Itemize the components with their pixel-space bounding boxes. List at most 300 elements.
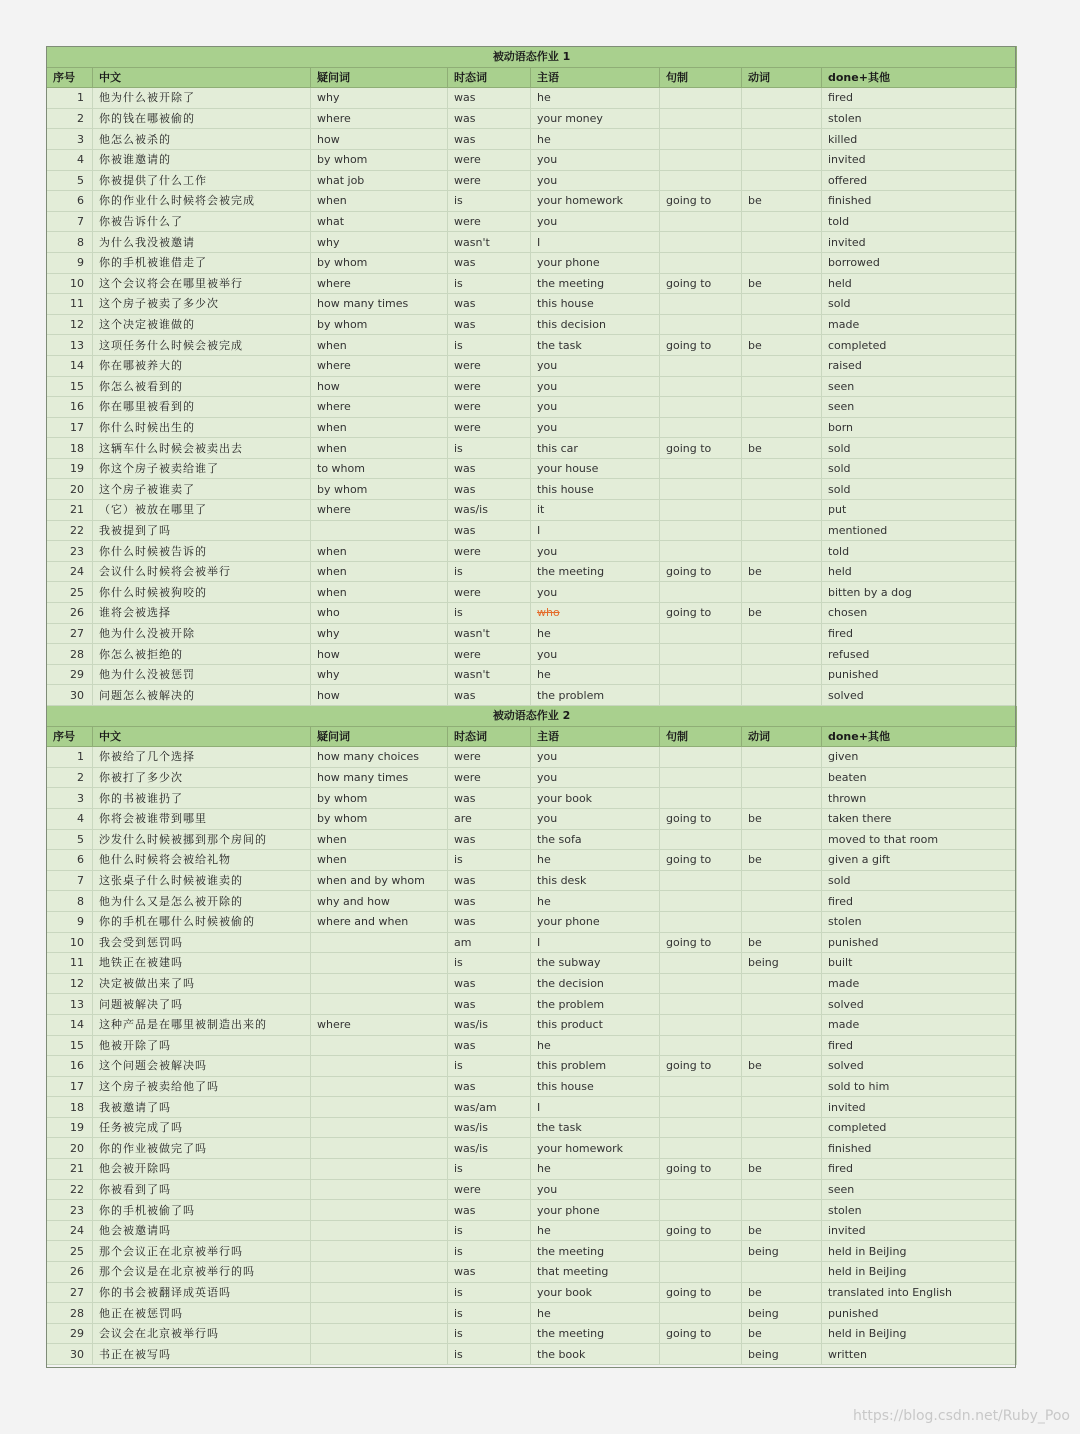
table-cell: your phone <box>531 1200 660 1221</box>
table-cell: are <box>448 808 531 829</box>
table-cell: going to <box>660 603 742 624</box>
table-cell: were <box>448 1179 531 1200</box>
table-cell <box>660 1262 742 1283</box>
table-cell: was <box>448 994 531 1015</box>
table-cell: you <box>531 417 660 438</box>
table-cell <box>311 1076 448 1097</box>
table-cell <box>311 1241 448 1262</box>
table-cell: 23 <box>47 1200 93 1221</box>
table-cell <box>311 973 448 994</box>
table-cell <box>311 932 448 953</box>
table-cell: when <box>311 335 448 356</box>
table-cell: when <box>311 850 448 871</box>
table-cell: 28 <box>47 1303 93 1324</box>
table-cell: 这种产品是在哪里被制造出来的 <box>93 1014 311 1035</box>
table-cell: was <box>448 294 531 315</box>
table-cell <box>660 870 742 891</box>
table-cell: I <box>531 932 660 953</box>
table-cell: this house <box>531 294 660 315</box>
table-row <box>47 664 1017 685</box>
table-cell: 你在哪被养大的 <box>93 355 311 376</box>
table-cell <box>660 788 742 809</box>
table-cell: you <box>531 644 660 665</box>
table-cell: is <box>448 1344 531 1365</box>
table-row <box>47 417 1017 438</box>
table-cell: sold <box>822 294 1017 315</box>
table-cell <box>660 891 742 912</box>
table-cell: solved <box>822 994 1017 1015</box>
table-cell: 25 <box>47 582 93 603</box>
table-cell: is <box>448 1056 531 1077</box>
table-cell: punished <box>822 932 1017 953</box>
table-cell: 2 <box>47 767 93 788</box>
table-cell: invited <box>822 232 1017 253</box>
table-cell: you <box>531 767 660 788</box>
table-cell: were <box>448 767 531 788</box>
table-cell <box>311 1159 448 1180</box>
table-cell: were <box>448 644 531 665</box>
table-cell <box>742 417 822 438</box>
table-cell <box>742 685 822 706</box>
table-cell: 他为什么又是怎么被开除的 <box>93 891 311 912</box>
table-cell: be <box>742 850 822 871</box>
table-cell: going to <box>660 1282 742 1303</box>
table-row <box>47 1200 1017 1221</box>
table-cell: was/is <box>448 1014 531 1035</box>
table-cell: told <box>822 211 1017 232</box>
table-cell <box>660 397 742 418</box>
table-cell <box>660 973 742 994</box>
table-cell: 你什么时候被狗咬的 <box>93 582 311 603</box>
table-cell <box>742 1179 822 1200</box>
table-cell: 13 <box>47 335 93 356</box>
table-cell <box>660 1076 742 1097</box>
table-cell <box>742 397 822 418</box>
table-cell <box>742 747 822 768</box>
table-row <box>47 1262 1017 1283</box>
table-cell: how <box>311 644 448 665</box>
table-cell: when <box>311 829 448 850</box>
table-cell: 3 <box>47 129 93 150</box>
table-cell: were <box>448 149 531 170</box>
table-cell: stolen <box>822 1200 1017 1221</box>
table-cell <box>660 994 742 1015</box>
table-cell: your homework <box>531 1138 660 1159</box>
column-header: 主语 <box>531 67 660 88</box>
table-cell <box>742 355 822 376</box>
table-cell: 决定被做出来了吗 <box>93 973 311 994</box>
table-cell: going to <box>660 438 742 459</box>
table-cell: going to <box>660 1159 742 1180</box>
table-row <box>47 108 1017 129</box>
table-cell: 26 <box>47 603 93 624</box>
table-cell <box>742 479 822 500</box>
table-cell: 这个房子被卖了多少次 <box>93 294 311 315</box>
table-cell <box>660 355 742 376</box>
table-row <box>47 1097 1017 1118</box>
table-cell <box>311 1200 448 1221</box>
table-cell: borrowed <box>822 252 1017 273</box>
table-cell <box>742 664 822 685</box>
table-cell: 为什么我没被邀请 <box>93 232 311 253</box>
table-cell: 他什么时候将会被给礼物 <box>93 850 311 871</box>
table-cell: where <box>311 1014 448 1035</box>
table-cell: the meeting <box>531 1323 660 1344</box>
table-cell: fired <box>822 623 1017 644</box>
header-row <box>47 726 1017 747</box>
table-cell: 17 <box>47 1076 93 1097</box>
table-cell: I <box>531 232 660 253</box>
table-cell <box>742 1117 822 1138</box>
table-cell: 2 <box>47 108 93 129</box>
table-cell: 会议什么时候将会被举行 <box>93 561 311 582</box>
table-cell <box>742 108 822 129</box>
table-cell: 他会被邀请吗 <box>93 1220 311 1241</box>
table-cell: the task <box>531 1117 660 1138</box>
table-cell: 那个会议正在北京被举行吗 <box>93 1241 311 1262</box>
table-cell: be <box>742 1220 822 1241</box>
table-cell <box>660 644 742 665</box>
table-cell: 地铁正在被建吗 <box>93 953 311 974</box>
table-cell <box>742 582 822 603</box>
table-cell: was <box>448 829 531 850</box>
table-cell: is <box>448 438 531 459</box>
table-row <box>47 232 1017 253</box>
table-cell: 1 <box>47 747 93 768</box>
table-cell: finished <box>822 191 1017 212</box>
table-cell: is <box>448 561 531 582</box>
table-cell: （它）被放在哪里了 <box>93 500 311 521</box>
table-cell: 11 <box>47 953 93 974</box>
column-header: 动词 <box>742 67 822 88</box>
header-row <box>47 67 1017 88</box>
table-row <box>47 211 1017 232</box>
table-cell: your book <box>531 1282 660 1303</box>
table-cell: your book <box>531 788 660 809</box>
table-cell <box>660 1014 742 1035</box>
table-cell: was <box>448 1035 531 1056</box>
table-cell: 问题怎么被解决的 <box>93 685 311 706</box>
table-cell <box>660 541 742 562</box>
table-cell: 14 <box>47 355 93 376</box>
table-row <box>47 479 1017 500</box>
table-cell <box>311 1282 448 1303</box>
table-cell <box>660 664 742 685</box>
table-cell: where <box>311 355 448 376</box>
table-row <box>47 973 1017 994</box>
table-cell: were <box>448 211 531 232</box>
table-cell: he <box>531 850 660 871</box>
table-cell: was <box>448 788 531 809</box>
table-cell <box>742 891 822 912</box>
table-cell: you <box>531 397 660 418</box>
table-cell: invited <box>822 1097 1017 1118</box>
table-cell: you <box>531 582 660 603</box>
table-cell <box>311 1035 448 1056</box>
table-cell: 24 <box>47 1220 93 1241</box>
table-cell: he <box>531 891 660 912</box>
table-cell: this decision <box>531 314 660 335</box>
column-header: 时态词 <box>448 67 531 88</box>
column-header: done+其他 <box>822 726 1017 747</box>
table-cell: offered <box>822 170 1017 191</box>
table-cell <box>742 458 822 479</box>
table-cell: 你的书会被翻译成英语吗 <box>93 1282 311 1303</box>
table-cell: 我被邀请了吗 <box>93 1097 311 1118</box>
table-cell: your homework <box>531 191 660 212</box>
table-cell: was <box>448 252 531 273</box>
table-cell: 3 <box>47 788 93 809</box>
table-cell: 4 <box>47 808 93 829</box>
table-cell <box>660 88 742 109</box>
table-row <box>47 994 1017 1015</box>
table-cell: wasn't <box>448 623 531 644</box>
table-cell: be <box>742 561 822 582</box>
table-cell: by whom <box>311 479 448 500</box>
table-cell: be <box>742 1323 822 1344</box>
table-cell <box>660 1303 742 1324</box>
table-cell <box>742 644 822 665</box>
table-cell: held <box>822 273 1017 294</box>
table-cell: was <box>448 479 531 500</box>
table-cell: fired <box>822 1035 1017 1056</box>
table-cell: 5 <box>47 170 93 191</box>
table-cell: refused <box>822 644 1017 665</box>
table-cell <box>742 1097 822 1118</box>
table-cell: by whom <box>311 788 448 809</box>
section-title-row <box>47 47 1017 68</box>
table-cell: is <box>448 1220 531 1241</box>
table-row <box>47 1303 1017 1324</box>
table-cell: the decision <box>531 973 660 994</box>
table-cell: your phone <box>531 911 660 932</box>
table-cell: 你在哪里被看到的 <box>93 397 311 418</box>
table-cell: 18 <box>47 438 93 459</box>
table-cell <box>742 376 822 397</box>
table-cell: 8 <box>47 891 93 912</box>
table-cell: the subway <box>531 953 660 974</box>
table-cell: is <box>448 191 531 212</box>
table-cell: 你什么时候出生的 <box>93 417 311 438</box>
table-cell: sold to him <box>822 1076 1017 1097</box>
table-cell: 5 <box>47 829 93 850</box>
table-cell: why <box>311 232 448 253</box>
table-cell: what <box>311 211 448 232</box>
table-row <box>47 520 1017 541</box>
table-cell: who <box>311 603 448 624</box>
table-row <box>47 582 1017 603</box>
table-cell: he <box>531 1303 660 1324</box>
table-cell <box>742 252 822 273</box>
table-cell: you <box>531 149 660 170</box>
table-cell <box>742 1262 822 1283</box>
table-cell: held in BeiJing <box>822 1262 1017 1283</box>
section-title-row <box>47 706 1017 727</box>
table-cell: you <box>531 376 660 397</box>
sheet-body <box>47 47 1017 1365</box>
table-cell: punished <box>822 1303 1017 1324</box>
table-row <box>47 500 1017 521</box>
table-cell <box>660 129 742 150</box>
table-cell: seen <box>822 376 1017 397</box>
table-cell <box>742 232 822 253</box>
table-cell: 他为什么被开除了 <box>93 88 311 109</box>
column-header: 句制 <box>660 67 742 88</box>
table-cell: 1 <box>47 88 93 109</box>
table-cell: 他正在被惩罚吗 <box>93 1303 311 1324</box>
table-cell: 15 <box>47 1035 93 1056</box>
table-cell <box>660 911 742 932</box>
table-cell <box>311 1097 448 1118</box>
table-cell: seen <box>822 397 1017 418</box>
table-row <box>47 1138 1017 1159</box>
table-cell: be <box>742 273 822 294</box>
table-cell: 你这个房子被卖给谁了 <box>93 458 311 479</box>
table-row <box>47 273 1017 294</box>
table-cell: the problem <box>531 685 660 706</box>
table-cell: be <box>742 932 822 953</box>
table-cell <box>311 1056 448 1077</box>
table-row <box>47 911 1017 932</box>
table-cell: 27 <box>47 1282 93 1303</box>
table-cell: he <box>531 1220 660 1241</box>
table-cell: the book <box>531 1344 660 1365</box>
table-cell <box>742 1014 822 1035</box>
table-cell: the task <box>531 335 660 356</box>
table-cell: going to <box>660 1323 742 1344</box>
table-cell: it <box>531 500 660 521</box>
table-cell <box>660 108 742 129</box>
table-cell: was/is <box>448 500 531 521</box>
table-cell: were <box>448 417 531 438</box>
table-cell: punished <box>822 664 1017 685</box>
table-cell: going to <box>660 1220 742 1241</box>
table-cell: 23 <box>47 541 93 562</box>
table-cell <box>742 88 822 109</box>
table-cell: when and by whom <box>311 870 448 891</box>
table-cell: he <box>531 623 660 644</box>
table-cell <box>660 520 742 541</box>
table-cell <box>742 500 822 521</box>
table-cell: bitten by a dog <box>822 582 1017 603</box>
table-cell: by whom <box>311 314 448 335</box>
table-cell: were <box>448 541 531 562</box>
table-cell <box>660 294 742 315</box>
table-cell: the meeting <box>531 273 660 294</box>
table-cell: where <box>311 108 448 129</box>
table-cell: how many times <box>311 767 448 788</box>
table-row <box>47 1241 1017 1262</box>
table-row <box>47 335 1017 356</box>
table-cell: he <box>531 88 660 109</box>
table-cell: was <box>448 973 531 994</box>
table-cell: 10 <box>47 932 93 953</box>
table-cell <box>660 1035 742 1056</box>
table-cell: you <box>531 211 660 232</box>
table-cell: be <box>742 191 822 212</box>
table-cell: is <box>448 1159 531 1180</box>
table-cell: am <box>448 932 531 953</box>
table-cell: this car <box>531 438 660 459</box>
table-cell <box>660 829 742 850</box>
table-cell: 我被提到了吗 <box>93 520 311 541</box>
column-header: 中文 <box>93 67 311 88</box>
table-cell: completed <box>822 1117 1017 1138</box>
table-cell: 10 <box>47 273 93 294</box>
table-cell: were <box>448 747 531 768</box>
table-cell: 8 <box>47 232 93 253</box>
table-row <box>47 170 1017 191</box>
table-cell <box>660 149 742 170</box>
table-cell: when <box>311 561 448 582</box>
table-cell: 你的书被谁扔了 <box>93 788 311 809</box>
table-cell: was <box>448 458 531 479</box>
table-cell: 19 <box>47 458 93 479</box>
table-cell: taken there <box>822 808 1017 829</box>
table-cell: 12 <box>47 973 93 994</box>
table-cell <box>311 1220 448 1241</box>
table-cell: how many choices <box>311 747 448 768</box>
column-header: 主语 <box>531 726 660 747</box>
table-cell: 7 <box>47 870 93 891</box>
table-cell: 他怎么被杀的 <box>93 129 311 150</box>
table-cell <box>742 994 822 1015</box>
table-cell: when <box>311 438 448 459</box>
table-cell <box>660 314 742 335</box>
table-cell <box>742 829 822 850</box>
table-cell: held in BeiJing <box>822 1241 1017 1262</box>
table-cell: stolen <box>822 108 1017 129</box>
table-cell <box>742 767 822 788</box>
table-cell: this desk <box>531 870 660 891</box>
table-cell <box>660 685 742 706</box>
table-cell: being <box>742 1303 822 1324</box>
table-cell <box>742 870 822 891</box>
table-cell: 30 <box>47 685 93 706</box>
table-cell <box>311 520 448 541</box>
table-cell: 你被提供了什么工作 <box>93 170 311 191</box>
table-cell <box>660 417 742 438</box>
table-cell: seen <box>822 1179 1017 1200</box>
table-cell: how <box>311 685 448 706</box>
table-cell <box>660 479 742 500</box>
table-cell: given <box>822 747 1017 768</box>
table-cell: sold <box>822 870 1017 891</box>
table-cell: beaten <box>822 767 1017 788</box>
table-row <box>47 891 1017 912</box>
table-cell <box>660 1117 742 1138</box>
table-cell <box>742 211 822 232</box>
table-cell: was/is <box>448 1138 531 1159</box>
table-cell: solved <box>822 1056 1017 1077</box>
table-cell <box>742 788 822 809</box>
table-cell: 这项任务什么时候会被完成 <box>93 335 311 356</box>
table-cell <box>531 603 660 624</box>
table-cell: given a gift <box>822 850 1017 871</box>
table-cell: 谁将会被选择 <box>93 603 311 624</box>
table-cell: is <box>448 603 531 624</box>
table-row <box>47 747 1017 768</box>
table-row <box>47 623 1017 644</box>
table-cell: be <box>742 1282 822 1303</box>
table-cell: is <box>448 1282 531 1303</box>
table-cell: 那个会议是在北京被举行的吗 <box>93 1262 311 1283</box>
table-cell: 你将会被谁带到哪里 <box>93 808 311 829</box>
table-row <box>47 191 1017 212</box>
table-cell: 我会受到惩罚吗 <box>93 932 311 953</box>
table-cell: 29 <box>47 1323 93 1344</box>
column-header: 疑问词 <box>311 67 448 88</box>
